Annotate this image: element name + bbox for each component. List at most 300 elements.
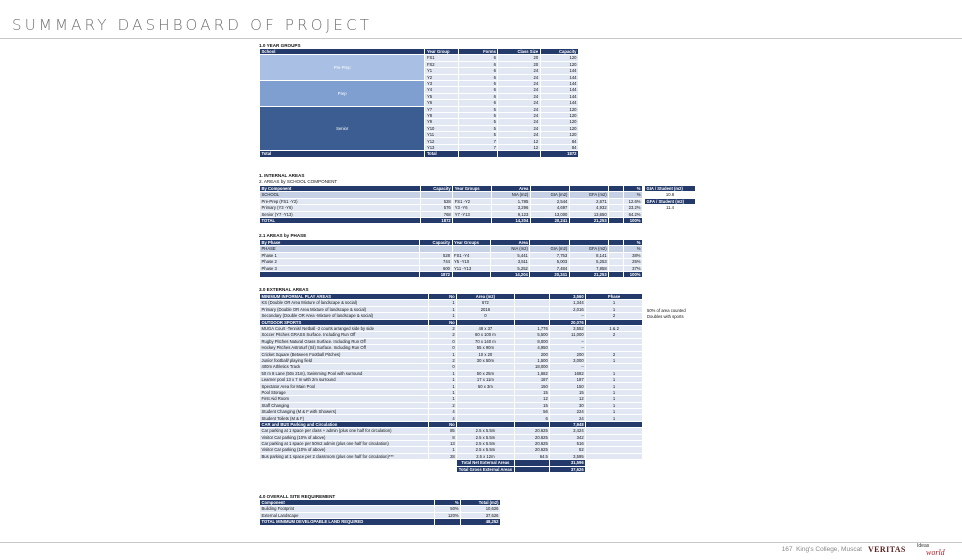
table-cell: 7 bbox=[458, 138, 498, 144]
table-cell: NIA (m2) bbox=[491, 192, 530, 198]
table-cell: 1872 bbox=[420, 271, 452, 277]
table-cell: 11.4 bbox=[645, 205, 696, 211]
table-cell: 25% bbox=[623, 259, 642, 265]
table-cell: Visitor Car parking (10% of above) bbox=[260, 447, 429, 453]
table-cell: Learner pool 13 x 7 m with 2m surround bbox=[260, 377, 429, 383]
table-cell: 20.625 bbox=[514, 447, 550, 453]
table-cell: Y8 bbox=[425, 112, 458, 118]
table-cell bbox=[452, 271, 491, 277]
table-cell: 120 bbox=[540, 132, 578, 138]
table-cell: GIA / Student (m2) bbox=[645, 186, 696, 192]
table-cell: 2 bbox=[586, 332, 643, 338]
table-cell: 21,253 bbox=[569, 271, 608, 277]
table-cell: 1 bbox=[429, 447, 457, 453]
table-cell: GFA (m2) bbox=[569, 246, 608, 252]
table-cell: 18,000 bbox=[514, 364, 550, 370]
table-cell: 768 bbox=[420, 211, 452, 217]
table-cell: 84 bbox=[540, 144, 578, 150]
table-cell: 24 bbox=[498, 87, 540, 93]
table-cell: 7,484 bbox=[530, 265, 569, 271]
table-cell: 120 bbox=[540, 55, 578, 61]
table-cell: Y11 bbox=[425, 132, 458, 138]
table-cell: No bbox=[429, 294, 457, 300]
table-cell: 6 bbox=[458, 61, 498, 67]
table-cell: Y2 bbox=[425, 74, 458, 80]
table-cell: Secondary (Double OR Area -Mixture of landscape & social) bbox=[260, 313, 429, 319]
ideas-logo-small: Ideas bbox=[917, 543, 930, 549]
table-cell: 24 bbox=[498, 132, 540, 138]
table-cell: Y5 -Y10 bbox=[452, 259, 491, 265]
table-cell: 200 bbox=[550, 351, 586, 357]
table-cell: 2.5 x 5.5m bbox=[457, 440, 514, 446]
table-cell: Car parking at 1 space per 50m2 admin (plus one half for circulation) bbox=[260, 440, 429, 446]
table-cell bbox=[586, 466, 643, 472]
table-cell: 3,000 bbox=[550, 357, 586, 363]
table-cell: Total bbox=[260, 151, 425, 157]
table-cell: Year Group bbox=[425, 49, 458, 55]
table-cell: 12 bbox=[498, 138, 540, 144]
table-cell: 20.625 bbox=[514, 428, 550, 434]
footer-text bbox=[782, 546, 862, 553]
table-cell: Student Changing (M & F with Showers) bbox=[260, 409, 429, 415]
table-cell: 15 bbox=[514, 389, 550, 395]
table-cell: 60 x 100 m bbox=[457, 332, 514, 338]
table-cell: 1,500 bbox=[514, 357, 550, 363]
table-cell: 2 bbox=[586, 313, 643, 319]
table-cell: 200 bbox=[514, 351, 550, 357]
table-cell: FS1 -Y4 bbox=[452, 252, 491, 258]
table-cell: 64.2% bbox=[623, 211, 642, 217]
year-groups-table bbox=[259, 48, 579, 158]
table-row bbox=[260, 519, 501, 525]
table-cell: Hockey Pitches Astroturf (Sil) Surface. Including Run Off bbox=[260, 345, 429, 351]
table-cell: 5,500 bbox=[514, 332, 550, 338]
table-cell: Primary (Double OR Area Mixture of landscape & social) bbox=[260, 306, 429, 312]
table-cell: 15 bbox=[550, 389, 586, 395]
table-cell: 576 bbox=[420, 205, 452, 211]
table-cell: 2 bbox=[586, 351, 643, 357]
table-cell: SCHOOL bbox=[260, 192, 421, 198]
table-cell: Phase 1 bbox=[260, 252, 420, 258]
table-cell: 1 bbox=[586, 300, 643, 306]
table-cell: 64.5 bbox=[514, 453, 550, 459]
table-cell: 37% bbox=[623, 265, 642, 271]
table-cell: 1 bbox=[429, 313, 457, 319]
table-cell: 50 m 8 Lane (50x 21m), Swimming Pool with surround bbox=[260, 370, 429, 376]
table-cell: Staff Changing bbox=[260, 402, 429, 408]
table-cell bbox=[498, 151, 540, 157]
table-cell: % bbox=[623, 186, 642, 192]
table-cell: 37,626 bbox=[461, 512, 501, 518]
per-student-table bbox=[644, 185, 696, 212]
table-cell: 48,252 bbox=[461, 519, 501, 525]
table-cell: 528 bbox=[420, 252, 452, 258]
table-cell: 85 bbox=[429, 428, 457, 434]
table-cell: 1 bbox=[429, 383, 457, 389]
table-cell: Soccer Pitches GRASS Surface. Including Run Off bbox=[260, 332, 429, 338]
table-cell: 144 bbox=[540, 100, 578, 106]
section-title: 1.0 YEAR GROUPS bbox=[259, 43, 301, 48]
table-cell: 70 x 140 m bbox=[457, 338, 514, 344]
table-cell: 2.5 x 5.5m bbox=[457, 447, 514, 453]
table-cell: No bbox=[429, 421, 457, 427]
table-cell: 37,626 bbox=[550, 466, 586, 472]
table-cell: 120% bbox=[434, 512, 460, 518]
table-cell: Total Gross External Areas bbox=[458, 466, 513, 472]
table-cell: 144 bbox=[540, 93, 578, 99]
table-cell: TOTAL bbox=[260, 217, 421, 223]
table-cell: 1 bbox=[429, 370, 457, 376]
table-cell: 24 bbox=[498, 74, 540, 80]
table-cell: 1 bbox=[586, 389, 643, 395]
table-cell: Capacity bbox=[420, 240, 452, 246]
table-cell: Total (m2) bbox=[461, 500, 501, 506]
table-cell: 7,858 bbox=[569, 265, 608, 271]
table-cell: 120 bbox=[540, 61, 578, 67]
table-cell: 7,753 bbox=[530, 252, 569, 258]
table-cell: 20.625 bbox=[514, 434, 550, 440]
table-cell: 3,296 bbox=[491, 205, 530, 211]
table-cell: 2.5 x 5.5m bbox=[457, 428, 514, 434]
table-cell: 1,785 bbox=[491, 198, 530, 204]
table-cell: 20.625 bbox=[514, 440, 550, 446]
table-cell: 7,948 bbox=[550, 421, 586, 427]
table-cell: 3,552 bbox=[550, 325, 586, 331]
table-cell: 24 bbox=[498, 106, 540, 112]
table-cell bbox=[453, 217, 491, 223]
table-cell: 1 bbox=[586, 396, 643, 402]
table-cell: 2.5 x 12m bbox=[457, 453, 514, 459]
table-cell: Area bbox=[491, 240, 530, 246]
table-cell: 24 bbox=[498, 100, 540, 106]
table-cell: 9,123 bbox=[491, 211, 530, 217]
footer-divider bbox=[0, 542, 962, 543]
table-cell: Rugby Pitches Natural Grass Surface. Including Run Off bbox=[260, 338, 429, 344]
table-cell: 2 bbox=[429, 357, 457, 363]
table-row bbox=[260, 466, 643, 472]
table-cell: 30 x 50m bbox=[457, 357, 514, 363]
table-cell: 31,596 bbox=[550, 460, 586, 466]
world-logo: world bbox=[926, 548, 945, 557]
table-cell: Spectator Area for Main Pool bbox=[260, 383, 429, 389]
table-cell: 1 bbox=[429, 396, 457, 402]
table-cell: Car parking at 1 space per class + admin (plus one half for circulation) bbox=[260, 428, 429, 434]
table-cell: GIA (m2) bbox=[530, 246, 569, 252]
table-cell: 150 bbox=[514, 383, 550, 389]
table-cell: MUGA Court -Tennis/ Netball -2 courts arranged side by side bbox=[260, 325, 429, 331]
table-cell: 52 bbox=[550, 447, 586, 453]
table-cell: Phase bbox=[586, 294, 643, 300]
table-cell: 1,344 bbox=[550, 300, 586, 306]
table-cell: 342 bbox=[550, 434, 586, 440]
table-cell: Visitor Car parking (10% of above) bbox=[260, 434, 429, 440]
table-cell: 1 bbox=[586, 402, 643, 408]
table-cell: 0 bbox=[429, 338, 457, 344]
school-name: King's College, Muscat bbox=[796, 546, 862, 553]
table-cell: 24 bbox=[498, 119, 540, 125]
table-cell: 1 bbox=[586, 306, 643, 312]
table-cell: 1 & 2 bbox=[586, 325, 643, 331]
table-cell: GFA / Student (m2) bbox=[645, 198, 696, 204]
table-cell: 100% bbox=[623, 271, 642, 277]
table-cell: Bus parking at 1 space per 2 classroom (plus one half for circulation)*** bbox=[260, 453, 429, 459]
table-cell: % bbox=[623, 246, 642, 252]
table-cell: 2,671 bbox=[569, 198, 608, 204]
table-cell: 144 bbox=[540, 87, 578, 93]
table-cell: 6 bbox=[458, 80, 498, 86]
table-cell: 400m Athletics Track bbox=[260, 364, 429, 370]
table-cell: 55 x 90m bbox=[457, 345, 514, 351]
note-line: Doubles with sports bbox=[647, 313, 684, 319]
table-cell: 1,776 bbox=[514, 325, 550, 331]
table-cell: Capacity bbox=[540, 49, 578, 55]
table-cell: 12 bbox=[498, 144, 540, 150]
table-cell: 8 bbox=[429, 434, 457, 440]
table-cell: 120 bbox=[540, 119, 578, 125]
table-cell: 0 bbox=[457, 313, 514, 319]
table-cell: 4 bbox=[429, 415, 457, 421]
table-cell: 20,076 bbox=[550, 319, 586, 325]
table-cell: 672 bbox=[457, 300, 514, 306]
table-row bbox=[645, 205, 696, 211]
table-cell: By Component bbox=[260, 186, 421, 192]
section-subtitle: 2. AREAS by SCHOOL COMPONENT bbox=[259, 179, 338, 184]
table-cell: 17 x 11m bbox=[457, 377, 514, 383]
table-cell: 4 bbox=[429, 409, 457, 415]
table-cell: 50 x 25m bbox=[457, 370, 514, 376]
table-cell: 30 bbox=[550, 402, 586, 408]
table-cell: Total Net External Areas bbox=[457, 460, 514, 466]
table-cell: 12 bbox=[514, 396, 550, 402]
table-cell: 144 bbox=[540, 68, 578, 74]
school-group-cell: Pre-Prep bbox=[260, 55, 425, 81]
table-cell bbox=[434, 519, 460, 525]
table-cell: 6 bbox=[458, 100, 498, 106]
table-cell: Phase 3 bbox=[260, 265, 420, 271]
table-cell: External Landscape bbox=[260, 512, 435, 518]
table-cell: Primary (Y3 -Y6) bbox=[260, 205, 421, 211]
table-cell: 5,441 bbox=[491, 252, 530, 258]
table-cell: 2 bbox=[429, 325, 457, 331]
table-cell: 150 bbox=[550, 383, 586, 389]
table-cell: 6 bbox=[458, 55, 498, 61]
table-cell: 5,003 bbox=[530, 259, 569, 265]
table-row bbox=[260, 151, 579, 157]
table-cell: 4,697 bbox=[530, 205, 569, 211]
table-cell: 5 bbox=[458, 106, 498, 112]
table-cell: 3,424 bbox=[550, 428, 586, 434]
table-cell: Y4 bbox=[425, 87, 458, 93]
table-cell: – bbox=[550, 338, 586, 344]
table-cell: 24 bbox=[498, 93, 540, 99]
table-cell: Component bbox=[260, 500, 435, 506]
table-cell: GIA (m2) bbox=[530, 192, 569, 198]
table-cell: 1 bbox=[586, 370, 643, 376]
table-cell: 1 bbox=[429, 300, 457, 306]
table-cell: FS1 bbox=[425, 55, 458, 61]
table-cell: 187 bbox=[514, 377, 550, 383]
table-cell: 516 bbox=[550, 440, 586, 446]
areas-by-component-table bbox=[259, 185, 643, 224]
table-cell: No bbox=[429, 319, 457, 325]
table-cell: 0 bbox=[429, 345, 457, 351]
table-cell: CAR and BUS Parking and Circulation bbox=[260, 421, 429, 427]
table-cell: 24 bbox=[550, 415, 586, 421]
table-cell: % bbox=[623, 192, 642, 198]
note-line: 50% of area counted bbox=[647, 308, 686, 313]
table-cell: 3,595 bbox=[550, 453, 586, 459]
external-areas-table bbox=[259, 293, 643, 473]
table-cell: 224 bbox=[550, 409, 586, 415]
title-divider bbox=[0, 38, 962, 39]
table-cell: Junior football/ playing field bbox=[260, 357, 429, 363]
table-cell: 1 bbox=[429, 389, 457, 395]
table-cell: 1872 bbox=[420, 217, 452, 223]
table-cell: Y7 bbox=[425, 106, 458, 112]
table-cell: 8,141 bbox=[569, 252, 608, 258]
table-cell: Y12 bbox=[425, 138, 458, 144]
table-cell: 600 bbox=[420, 265, 452, 271]
table-cell: 120 bbox=[540, 125, 578, 131]
table-cell: Forms bbox=[458, 49, 498, 55]
table-cell: 2 bbox=[429, 332, 457, 338]
table-cell: 48 x 37 bbox=[457, 325, 514, 331]
table-cell: 1682 bbox=[550, 370, 586, 376]
table-cell: 1872 bbox=[540, 151, 578, 157]
table-cell: 6 bbox=[458, 74, 498, 80]
table-cell: 2,544 bbox=[530, 198, 569, 204]
table-cell: 1 bbox=[586, 377, 643, 383]
table-cell: 4,950 bbox=[514, 345, 550, 351]
table-cell: 21,253 bbox=[569, 217, 608, 223]
table-cell bbox=[609, 217, 623, 223]
table-cell: Y7 -Y13 bbox=[453, 211, 491, 217]
table-cell bbox=[609, 271, 623, 277]
table-cell: 20 bbox=[498, 55, 540, 61]
table-cell: – bbox=[550, 364, 586, 370]
table-cell: 24 bbox=[498, 68, 540, 74]
table-cell: 528 bbox=[420, 198, 452, 204]
table-cell: 2.5 x 5.5m bbox=[457, 434, 514, 440]
table-cell: 15 bbox=[514, 402, 550, 408]
table-cell: 12.6% bbox=[623, 198, 642, 204]
table-cell: 6 bbox=[458, 87, 498, 93]
table-cell: Y6 bbox=[425, 100, 458, 106]
table-cell: 13 bbox=[429, 440, 457, 446]
table-cell: 120 bbox=[540, 112, 578, 118]
table-cell: 1 bbox=[429, 377, 457, 383]
table-cell: 20 bbox=[498, 61, 540, 67]
veritas-logo: VERITAS bbox=[868, 545, 906, 554]
table-cell: 2,016 bbox=[550, 306, 586, 312]
table-cell: 10.8 bbox=[645, 192, 696, 198]
table-cell: Year Groups bbox=[452, 240, 491, 246]
table-cell bbox=[260, 271, 420, 277]
table-cell: 1,682 bbox=[514, 370, 550, 376]
table-cell: 1 bbox=[429, 351, 457, 357]
table-cell: Student Toilets (M & F) bbox=[260, 415, 429, 421]
table-cell: Y11 -Y13 bbox=[452, 265, 491, 271]
table-cell: % bbox=[623, 240, 642, 246]
table-cell: 5,252 bbox=[491, 265, 530, 271]
table-cell: 10,626 bbox=[461, 506, 501, 512]
table-cell: 0 bbox=[429, 364, 457, 370]
table-cell: Pre-Prep (FS1 -Y2) bbox=[260, 198, 421, 204]
table-cell: 1 bbox=[586, 357, 643, 363]
table-cell: Senior (Y7 -Y13) bbox=[260, 211, 421, 217]
note bbox=[647, 308, 686, 319]
table-cell: Cricket Square (Between Football Pitches) bbox=[260, 351, 429, 357]
table-cell: 187 bbox=[550, 377, 586, 383]
table-cell: 24 bbox=[498, 80, 540, 86]
table-cell: FS2 bbox=[425, 61, 458, 67]
table-cell: 24 bbox=[498, 125, 540, 131]
table-cell: Building Footprint bbox=[260, 506, 435, 512]
table-row bbox=[260, 217, 643, 223]
table-cell: 5 bbox=[458, 132, 498, 138]
table-cell: 12 bbox=[550, 396, 586, 402]
table-cell bbox=[429, 466, 457, 472]
table-cell: Y9 bbox=[425, 119, 458, 125]
table-cell: 38% bbox=[623, 252, 642, 258]
table-cell: 14,204 bbox=[491, 271, 530, 277]
table-cell: First Aid Room bbox=[260, 396, 429, 402]
table-cell: 5 bbox=[458, 125, 498, 131]
table-cell: 144 bbox=[540, 74, 578, 80]
school-group-cell: Prep bbox=[260, 80, 425, 106]
table-cell: MINIMUM INFORMAL PLAY AREAS bbox=[260, 294, 429, 300]
section-title: 3.0 EXTERNAL AREAS bbox=[259, 287, 309, 292]
table-cell: 6 bbox=[458, 68, 498, 74]
table-cell: 6 bbox=[514, 415, 550, 421]
table-cell: PHASE bbox=[260, 246, 420, 252]
table-cell: Y1 bbox=[425, 68, 458, 74]
table-cell: 13,650 bbox=[569, 211, 608, 217]
table-cell: OUTDOOR SPORTS bbox=[260, 319, 429, 325]
table-cell: 1 bbox=[586, 415, 643, 421]
table-cell: 2016 bbox=[457, 306, 514, 312]
table-cell: 5 bbox=[458, 119, 498, 125]
table-cell: 13,000 bbox=[530, 211, 569, 217]
site-requirement-table bbox=[259, 499, 501, 526]
table-cell bbox=[458, 151, 498, 157]
table-cell: 8,000 bbox=[514, 338, 550, 344]
table-cell: – bbox=[550, 345, 586, 351]
table-cell: TOTAL MINIMUM DEVELOPABLE LAND REQUIRED bbox=[260, 519, 435, 525]
table-row bbox=[260, 271, 643, 277]
table-cell: 3,560 bbox=[550, 294, 586, 300]
table-cell: Pool Storage bbox=[260, 389, 429, 395]
table-cell: 20,241 bbox=[530, 271, 569, 277]
table-cell: FS1 -Y2 bbox=[453, 198, 491, 204]
table-cell: 23.2% bbox=[623, 205, 642, 211]
table-cell: GFA (m2) bbox=[569, 192, 608, 198]
table-cell: 24 bbox=[498, 112, 540, 118]
page-number: 167 bbox=[781, 546, 793, 553]
table-cell: 1 bbox=[586, 383, 643, 389]
table-cell: Y3 bbox=[425, 80, 458, 86]
table-cell: 28 bbox=[429, 453, 457, 459]
table-cell: 1 bbox=[586, 409, 643, 415]
table-cell bbox=[260, 466, 429, 472]
table-cell: 50 x 3m bbox=[457, 383, 514, 389]
table-cell: 744 bbox=[420, 259, 452, 265]
table-cell: Area (m2) bbox=[457, 294, 514, 300]
table-cell: 2 bbox=[429, 402, 457, 408]
table-cell: – bbox=[550, 313, 586, 319]
table-cell: 120 bbox=[540, 106, 578, 112]
table-cell: Capacity bbox=[420, 186, 452, 192]
